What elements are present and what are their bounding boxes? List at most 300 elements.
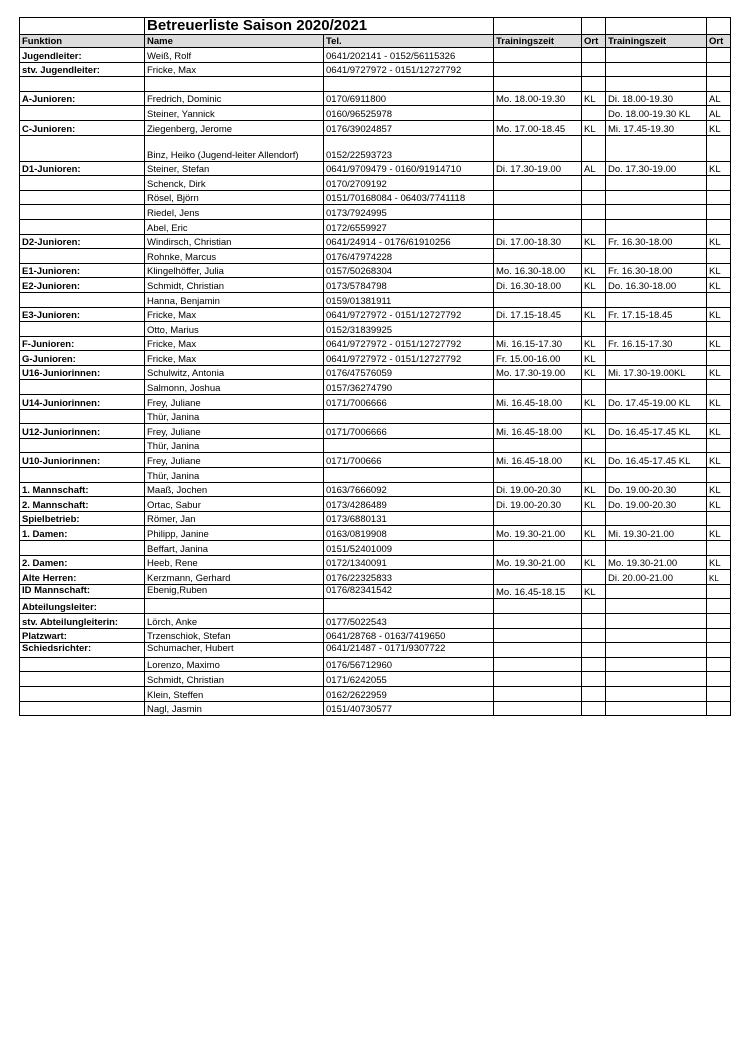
funktion-cell [20,701,145,716]
tel-cell: 0641/9709479 - 0160/91914710 [324,161,494,176]
ort-1-cell [582,322,606,337]
table-row [20,672,731,687]
ort-1-cell: KL [582,351,606,366]
funktion-cell [20,135,145,161]
tel-cell: 0151/70168084 - 06403/7741118 [324,190,494,205]
name-cell [145,77,324,92]
table-row [20,541,731,556]
name-cell: Thür, Janina [145,468,324,483]
name-cell: Steiner, Stefan [145,161,324,176]
funktion-cell: ID Mannschaft: [20,584,145,599]
funktion-cell: 1. Damen: [20,526,145,541]
table-row [20,219,731,234]
trainingszeit-2-cell [606,438,707,453]
trainingszeit-2-cell: Mo. 19.30-21.00 [606,555,707,570]
table-row [20,380,731,395]
table-body [20,48,731,716]
trainingszeit-2-cell: Fr. 16.15-17.30 [606,336,707,351]
trainingszeit-1-cell [494,541,582,556]
funktion-cell [20,686,145,701]
trainingszeit-1-cell [494,613,582,628]
trainingszeit-2-cell [606,48,707,63]
funktion-cell: Platzwart: [20,628,145,643]
trainingszeit-2-cell [606,511,707,526]
name-cell: Lörch, Anke [145,613,324,628]
ort-2-cell: KL [707,365,731,380]
ort-1-cell [582,657,606,672]
tel-cell: 0152/22593723 [324,135,494,161]
column-header-ort-1: Ort [582,35,606,48]
table-row [20,526,731,541]
trainingszeit-1-cell: Mi. 16.45-18.00 [494,395,582,410]
tel-cell: 0641/28768 - 0163/7419650 [324,628,494,643]
funktion-cell [20,672,145,687]
ort-1-cell [582,77,606,92]
trainingszeit-2-cell: Do. 18.00-19.30 KL [606,106,707,121]
funktion-cell: D2-Junioren: [20,234,145,249]
ort-2-cell: KL [707,482,731,497]
ort-1-cell [582,409,606,424]
tel-cell: 0173/6880131 [324,511,494,526]
ort-2-cell: KL [707,120,731,135]
table-row [20,613,731,628]
tel-cell [324,438,494,453]
table-row [20,91,731,106]
ort-2-cell [707,292,731,307]
ort-1-cell [582,190,606,205]
tel-cell: 0641/24914 - 0176/61910256 [324,234,494,249]
funktion-cell: stv. Jugendleiter: [20,62,145,77]
ort-2-cell [707,628,731,643]
funktion-cell: U14-Juniorinnen: [20,395,145,410]
table-row [20,497,731,512]
trainingszeit-1-cell [494,219,582,234]
ort-1-cell [582,613,606,628]
ort-1-cell [582,628,606,643]
funktion-cell [20,409,145,424]
ort-1-cell: KL [582,482,606,497]
trainingszeit-1-cell: Di. 17.30-19.00 [494,161,582,176]
name-cell: Binz, Heiko (Jugend-leiter Allendorf) [145,135,324,161]
ort-2-cell [707,219,731,234]
tel-cell: 0176/39024857 [324,120,494,135]
funktion-cell: 2. Mannschaft: [20,497,145,512]
funktion-cell [20,219,145,234]
ort-2-cell [707,176,731,191]
tel-cell: 0177/5022543 [324,613,494,628]
trainingszeit-2-cell: Fr. 16.30-18.00 [606,234,707,249]
ort-2-cell [707,62,731,77]
name-cell: Trzenschiok, Stefan [145,628,324,643]
column-header-trainingszeit-1: Trainingszeit [494,35,582,48]
ort-2-cell [707,322,731,337]
table-row [20,584,731,599]
ort-1-cell [582,176,606,191]
name-cell: Steiner, Yannick [145,106,324,121]
ort-1-cell [582,599,606,614]
ort-1-cell: KL [582,336,606,351]
table-row [20,249,731,264]
tel-cell: 0641/9727972 - 0151/12727792 [324,307,494,322]
trainingszeit-1-cell: Di. 17.15-18.45 [494,307,582,322]
column-header-tel: Tel. [324,35,494,48]
tel-cell: 0151/52401009 [324,541,494,556]
name-cell: Maaß, Jochen [145,482,324,497]
table-row [20,205,731,220]
ort-1-cell [582,701,606,716]
funktion-cell: E3-Junioren: [20,307,145,322]
tel-cell: 0151/40730577 [324,701,494,716]
name-cell: Fricke, Max [145,336,324,351]
column-header-funktion: Funktion [20,35,145,48]
trainingszeit-1-cell [494,701,582,716]
tel-cell: 0157/50268304 [324,263,494,278]
ort-1-cell [582,468,606,483]
trainingszeit-2-cell: Do. 16.30-18.00 [606,278,707,293]
tel-cell: 0173/7924995 [324,205,494,220]
name-cell: Riedel, Jens [145,205,324,220]
ort-1-cell [582,686,606,701]
ort-1-cell: KL [582,278,606,293]
ort-2-cell [707,48,731,63]
ort-2-cell: KL [707,336,731,351]
funktion-cell: G-Junioren: [20,351,145,366]
header-row [20,35,731,48]
tel-cell: 0641/202141 - 0152/56115326 [324,48,494,63]
tel-cell: 0173/5784798 [324,278,494,293]
name-cell: Fricke, Max [145,62,324,77]
table-row [20,62,731,77]
table-row [20,351,731,366]
trainingszeit-1-cell [494,438,582,453]
ort-1-cell [582,135,606,161]
tel-cell: 0176/47576059 [324,365,494,380]
tel-cell: 0176/47974228 [324,249,494,264]
funktion-cell [20,249,145,264]
trainingszeit-2-cell [606,686,707,701]
name-cell: Fricke, Max [145,351,324,366]
tel-cell: 0641/21487 - 0171/9307722 [324,643,494,658]
table-row [20,482,731,497]
funktion-cell [20,438,145,453]
ort-2-cell [707,613,731,628]
trainingszeit-1-cell: Di. 16.30-18.00 [494,278,582,293]
trainingszeit-2-cell [606,190,707,205]
name-cell: Klingelhöffer, Julia [145,263,324,278]
name-cell: Fricke, Max [145,307,324,322]
trainingszeit-2-cell [606,701,707,716]
ort-1-cell: KL [582,526,606,541]
tel-cell: 0176/22325833 [324,570,494,585]
trainingszeit-2-cell [606,205,707,220]
funktion-cell: Schiedsrichter: [20,643,145,658]
ort-2-cell: KL [707,307,731,322]
trainingszeit-1-cell: Mi. 16.15-17.30 [494,336,582,351]
trainingszeit-2-cell [606,643,707,658]
table-row [20,161,731,176]
trainingszeit-2-cell [606,468,707,483]
ort-2-cell [707,249,731,264]
table-row [20,176,731,191]
table-row [20,263,731,278]
ort-1-cell: KL [582,453,606,468]
table-row [20,657,731,672]
table-row [20,77,731,92]
name-cell: Rösel, Björn [145,190,324,205]
tel-cell: 0152/31839925 [324,322,494,337]
trainingszeit-2-cell [606,672,707,687]
name-cell: Salmonn, Joshua [145,380,324,395]
ort-2-cell [707,584,731,599]
tel-cell [324,77,494,92]
trainingszeit-1-cell [494,468,582,483]
trainingszeit-2-cell: Do. 16.45-17.45 KL [606,424,707,439]
funktion-cell: U12-Juniorinnen: [20,424,145,439]
trainingszeit-2-cell [606,584,707,599]
table-row [20,292,731,307]
name-cell: Schumacher, Hubert [145,643,324,658]
table-row [20,135,731,161]
trainingszeit-2-cell [606,380,707,395]
tel-cell: 0176/82341542 [324,584,494,599]
table-row [20,555,731,570]
trainingszeit-2-cell: Di. 20.00-21.00 [606,570,707,585]
tel-cell [324,409,494,424]
trainingszeit-1-cell: Mi. 16.45-18.00 [494,424,582,439]
trainingszeit-2-cell: Mi. 19.30-21.00 [606,526,707,541]
table-row [20,120,731,135]
ort-2-cell [707,135,731,161]
trainingszeit-2-cell [606,292,707,307]
trainingszeit-1-cell: Mo. 17.30-19.00 [494,365,582,380]
tel-cell: 0162/2622959 [324,686,494,701]
name-cell: Rohnke, Marcus [145,249,324,264]
trainingszeit-1-cell [494,380,582,395]
trainingszeit-2-cell [606,657,707,672]
table-row [20,511,731,526]
trainingszeit-1-cell [494,643,582,658]
ort-2-cell [707,468,731,483]
column-header-name: Name [145,35,324,48]
page-title: Betreuerliste Saison 2020/2021 [145,18,494,35]
trainingszeit-1-cell [494,409,582,424]
table-row [20,701,731,716]
ort-1-cell [582,106,606,121]
name-cell: Kerzmann, Gerhard [145,570,324,585]
ort-1-cell [582,205,606,220]
funktion-cell [20,176,145,191]
trainingszeit-1-cell [494,135,582,161]
ort-2-cell [707,672,731,687]
ort-1-cell: AL [582,161,606,176]
tel-cell: 0641/9727972 - 0151/12727792 [324,351,494,366]
ort-2-cell [707,599,731,614]
ort-2-cell [707,205,731,220]
ort-2-cell: KL [707,555,731,570]
funktion-cell: C-Junioren: [20,120,145,135]
tel-cell: 0171/7006666 [324,395,494,410]
staff-table [19,17,731,716]
tel-cell [324,468,494,483]
ort-1-cell: KL [582,424,606,439]
ort-2-cell [707,380,731,395]
trainingszeit-2-cell: Do. 17.45-19.00 KL [606,395,707,410]
table-row [20,278,731,293]
name-cell: Schulwitz, Antonia [145,365,324,380]
ort-1-cell [582,219,606,234]
trainingszeit-1-cell: Di. 19.00-20.30 [494,497,582,512]
tel-cell: 0157/36274790 [324,380,494,395]
tel-cell: 0641/9727972 - 0151/12727792 [324,62,494,77]
funktion-cell [20,657,145,672]
trainingszeit-2-cell [606,613,707,628]
table-row [20,336,731,351]
ort-2-cell [707,657,731,672]
trainingszeit-1-cell: Mo. 19.30-21.00 [494,555,582,570]
ort-2-cell: KL [707,278,731,293]
trainingszeit-1-cell [494,205,582,220]
ort-2-cell [707,701,731,716]
trainingszeit-2-cell [606,135,707,161]
funktion-cell [20,106,145,121]
name-cell: Ortac, Sabur [145,497,324,512]
funktion-cell: 1. Mannschaft: [20,482,145,497]
trainingszeit-2-cell [606,219,707,234]
tel-cell: 0159/01381911 [324,292,494,307]
funktion-cell [20,380,145,395]
ort-2-cell [707,511,731,526]
trainingszeit-2-cell [606,599,707,614]
table-row [20,395,731,410]
trainingszeit-2-cell: Do. 19.00-20.30 [606,482,707,497]
funktion-cell: D1-Junioren: [20,161,145,176]
trainingszeit-1-cell [494,657,582,672]
funktion-cell: A-Junioren: [20,91,145,106]
name-cell: Frey, Juliane [145,395,324,410]
name-cell: Abel, Eric [145,219,324,234]
funktion-cell: Spielbetrieb: [20,511,145,526]
staff-list-sheet [19,17,730,716]
funktion-cell [20,541,145,556]
funktion-cell: Jugendleiter: [20,48,145,63]
trainingszeit-2-cell [606,176,707,191]
trainingszeit-1-cell [494,686,582,701]
ort-1-cell: KL [582,234,606,249]
trainingszeit-2-cell: Fr. 16.30-18.00 [606,263,707,278]
trainingszeit-1-cell: Mo. 16.45-18.15 [494,584,582,599]
funktion-cell [20,468,145,483]
trainingszeit-1-cell [494,292,582,307]
trainingszeit-2-cell [606,628,707,643]
funktion-cell: Abteilungsleiter: [20,599,145,614]
trainingszeit-2-cell [606,77,707,92]
trainingszeit-2-cell [606,351,707,366]
ort-2-cell: KL [707,526,731,541]
ort-2-cell [707,409,731,424]
name-cell: Römer, Jan [145,511,324,526]
table-row [20,468,731,483]
name-cell: Weiß, Rolf [145,48,324,63]
tel-cell: 0172/1340091 [324,555,494,570]
ort-2-cell [707,686,731,701]
trainingszeit-1-cell [494,672,582,687]
table-row [20,453,731,468]
name-cell: Philipp, Janine [145,526,324,541]
name-cell: Klein, Steffen [145,686,324,701]
trainingszeit-2-cell [606,409,707,424]
ort-1-cell [582,249,606,264]
name-cell: Lorenzo, Maximo [145,657,324,672]
table-row [20,686,731,701]
trainingszeit-1-cell [494,599,582,614]
ort-1-cell [582,643,606,658]
tel-cell: 0171/700666 [324,453,494,468]
ort-2-cell: KL [707,453,731,468]
ort-1-cell [582,380,606,395]
trainingszeit-2-cell [606,62,707,77]
ort-2-cell: KL [707,424,731,439]
name-cell: Nagl, Jasmin [145,701,324,716]
ort-2-cell: AL [707,91,731,106]
trainingszeit-1-cell [494,322,582,337]
ort-1-cell: KL [582,120,606,135]
table-row [20,106,731,121]
ort-1-cell [582,672,606,687]
trainingszeit-2-cell: Mi. 17.45-19.30 [606,120,707,135]
trainingszeit-1-cell [494,249,582,264]
ort-1-cell [582,62,606,77]
tel-cell [324,599,494,614]
funktion-cell [20,292,145,307]
ort-1-cell [582,438,606,453]
name-cell: Thür, Janina [145,438,324,453]
trainingszeit-1-cell [494,77,582,92]
ort-1-cell [582,292,606,307]
trainingszeit-1-cell [494,106,582,121]
table-row [20,438,731,453]
trainingszeit-2-cell: Mi. 17.30-19.00KL [606,365,707,380]
name-cell: Ebenig,Ruben [145,584,324,599]
ort-1-cell: KL [582,555,606,570]
name-cell [145,599,324,614]
column-header-trainingszeit-2: Trainingszeit [606,35,707,48]
funktion-cell: stv. Abteilungleiterin: [20,613,145,628]
trainingszeit-2-cell [606,541,707,556]
name-cell: Hanna, Benjamin [145,292,324,307]
funktion-cell: E1-Junioren: [20,263,145,278]
name-cell: Schmidt, Christian [145,672,324,687]
table-row [20,234,731,249]
trainingszeit-1-cell: Mo. 17.00-18.45 [494,120,582,135]
ort-2-cell: KL [707,395,731,410]
table-row [20,365,731,380]
funktion-cell: Alte Herren: [20,570,145,585]
funktion-cell: U10-Juniorinnen: [20,453,145,468]
name-cell: Frey, Juliane [145,424,324,439]
trainingszeit-1-cell: Mo. 16.30-18.00 [494,263,582,278]
trainingszeit-1-cell [494,570,582,585]
name-cell: Schenck, Dirk [145,176,324,191]
name-cell: Ziegenberg, Jerome [145,120,324,135]
table-row [20,570,731,585]
funktion-cell: E2-Junioren: [20,278,145,293]
ort-1-cell: KL [582,365,606,380]
ort-1-cell: KL [582,584,606,599]
column-header-ort-2: Ort [707,35,731,48]
name-cell: Heeb, Rene [145,555,324,570]
ort-2-cell [707,77,731,92]
table-row [20,643,731,658]
